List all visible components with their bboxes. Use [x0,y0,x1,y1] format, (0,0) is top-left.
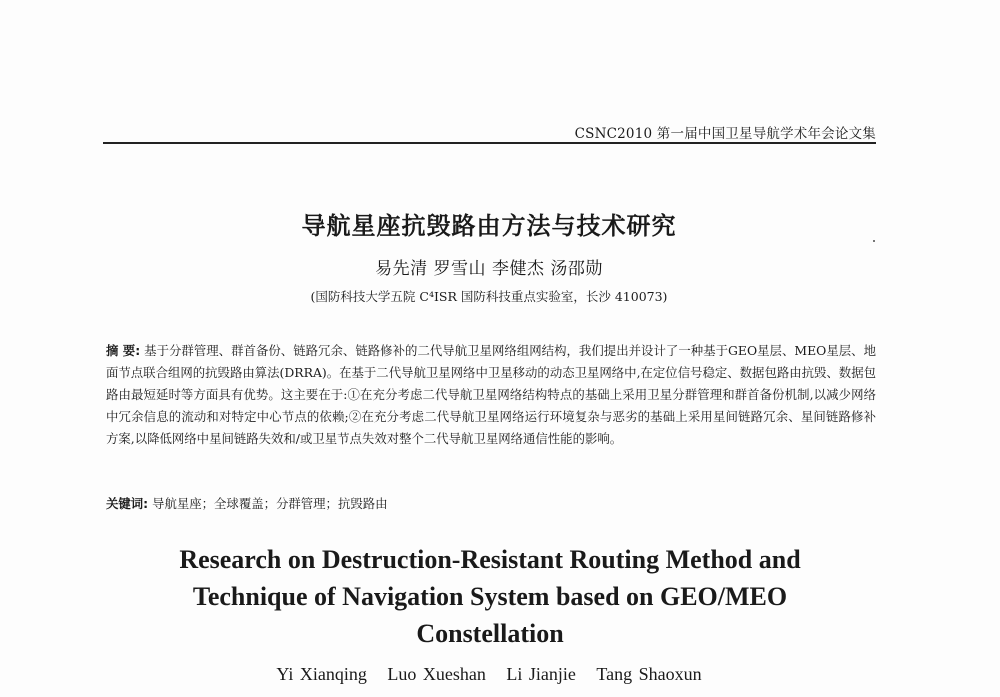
paper-title-en-line-1: Research on Destruction-Resistant Routing Method and [179,545,801,574]
keywords-text: 导航星座；全球覆盖；分群管理；抗毁路由 [152,496,388,511]
paper-title-en-line-2: Technique of Navigation System based on GEO/MEO [192,582,788,611]
abstract-text: 基于分群管理、群首备份、链路冗余、链路修补的二代导航卫星网络组网结构，我们提出并设计了一种基于GEO星层、MEO星层、地面节点联合组网的抗毁路由算法(DRRA)。在基于二代导航卫星网络中卫星移动的动态卫星网络中,在定位信号稳定、数据包路由抗毁、数据包路由最短延时等方面具有优势。这主要在于:①在充分考虑二代导航卫星网络结构特点的基础上采用卫星分群管理和群首备份机制,以减少网络中冗余信息的流动和对特定中心节点的依赖;②在充分考虑二代导航卫星网络运行环境复杂与恶劣的基础上采用星间链路冗余、星间链路修补方案,以降低网络中星间链路失效和/或卫星节点失效对整个二代导航卫星网络通信性能的影响。 [106,343,876,446]
authors-en [0,664,978,685]
paper-title-en [100,541,880,652]
authors-cn: 易先清 罗雪山 李健杰 汤邵勋 [375,259,603,279]
author-en: Luo Xueshan [387,664,486,684]
abstract-label: 摘 要: [106,343,141,358]
author-en: Tang Shaoxun [596,664,702,684]
running-header: CSNC2010 第一届中国卫星导航学术年会论文集 [574,126,876,142]
header-rule [103,142,876,144]
author-en: Li Jianjie [506,664,576,684]
paper-title-en-line-3: Constellation [416,619,564,648]
scan-speck [873,240,875,242]
keywords-label: 关键词: [106,496,149,511]
author-en: Yi Xianqing [276,664,367,684]
paper-title-cn: 导航星座抗毁路由方法与技术研究 [301,212,677,240]
abstract [106,340,876,450]
affiliation-cn: (国防科技大学五院 C⁴ISR 国防科技重点实验室，长沙 410073) [310,289,668,304]
keywords [106,494,876,514]
